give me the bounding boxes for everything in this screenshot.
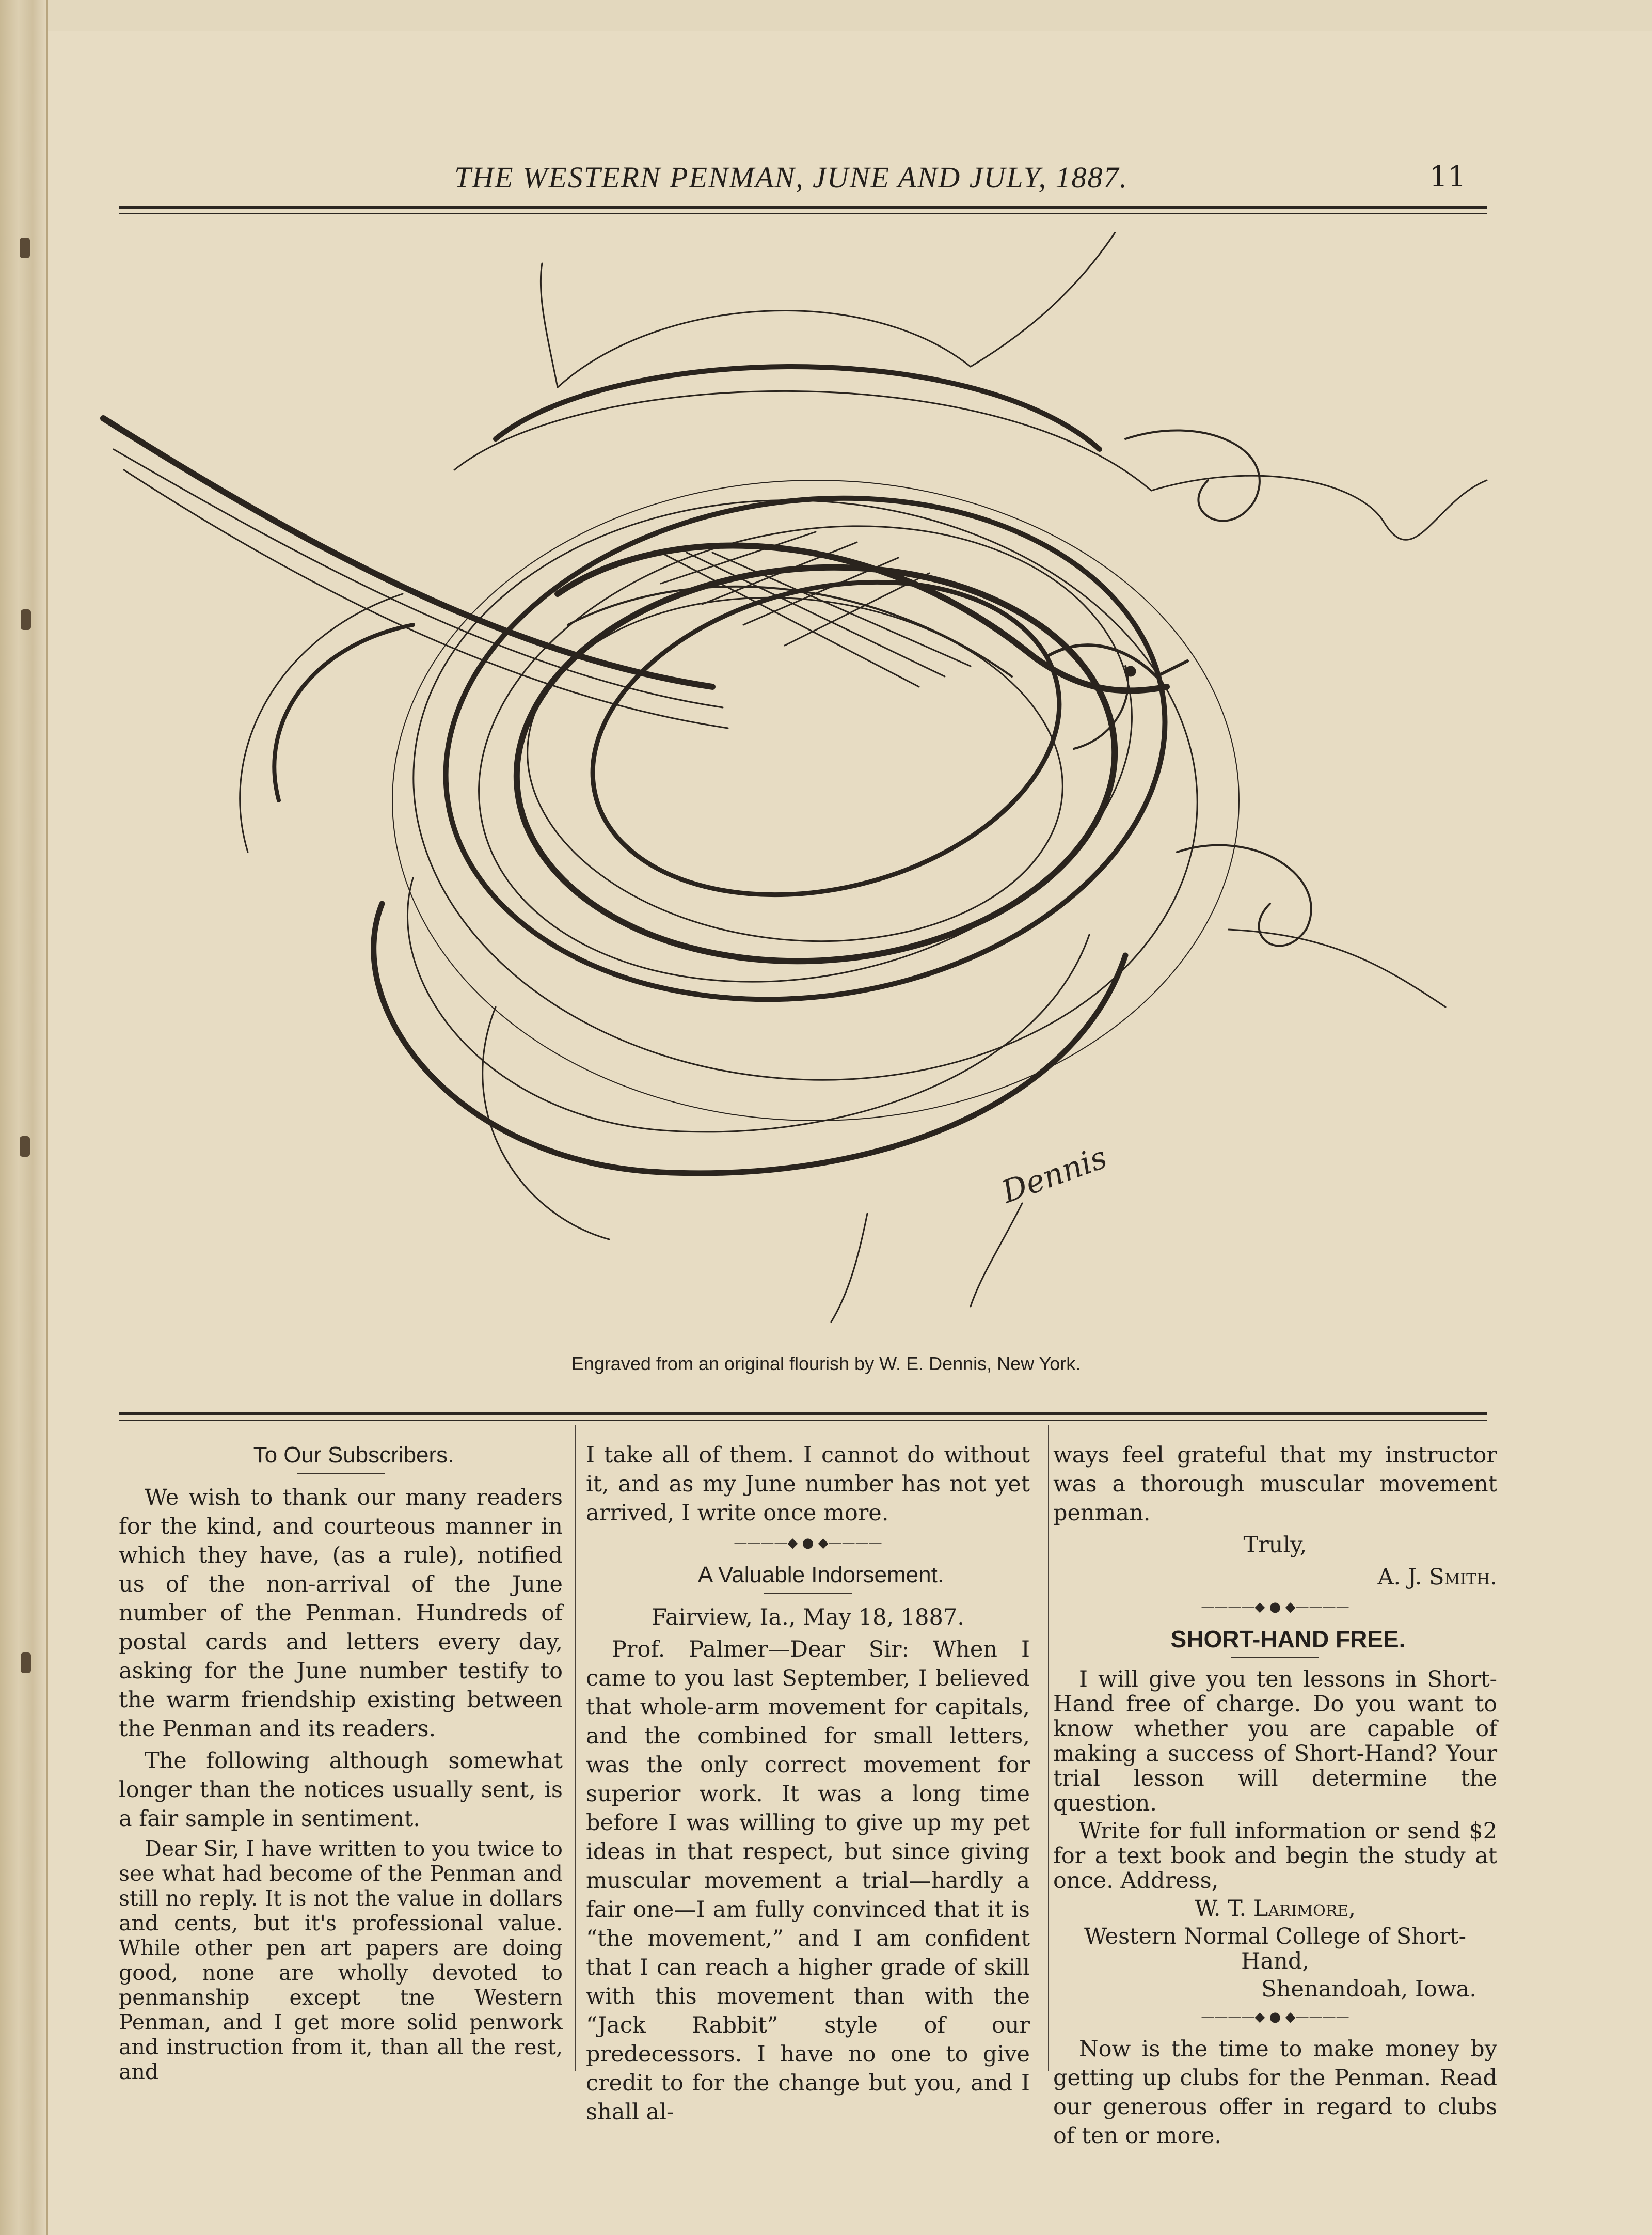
paragraph: We wish to thank our many readers for the kind, and courteous manner in which they have, (as a rule), notified us of the non-arrival of the June number of the Penman. Hundreds of postal cards and letters every day, asking for the June number testify to the warm friendship existing between the Penman and its readers. bbox=[119, 1485, 563, 1742]
paragraph: Now is the time to make money by getting up clubs for the Penman. Read our generous offer in regard to clubs of ten or more. bbox=[1053, 2036, 1497, 2149]
ornament-divider: ————◆ ● ◆———— bbox=[1201, 2009, 1349, 2025]
column-divider bbox=[1048, 1425, 1049, 2071]
letter-paragraph: Dear Sir, I have written to you twice to see what had become of the Penman and still no reply. It is not the value in dollars and cents, but it's professional value. While other pen art papers are doing good, none are wholly devoted to penmanship except tne Western Penman, and I get more solid penwork and instruction from it, than all the rest, and bbox=[119, 1836, 563, 2084]
ornament-divider: ————◆ ● ◆———— bbox=[734, 1535, 882, 1551]
bird-flourish-illustration bbox=[93, 232, 1538, 1327]
paragraph: The following although somewhat longer than the notices usually sent, is a fair sample in sentiment. bbox=[119, 1748, 563, 1832]
binding-spine bbox=[0, 0, 48, 2235]
heading-rule bbox=[297, 1473, 385, 1474]
article-heading: To Our Subscribers. bbox=[253, 1442, 454, 1468]
column-3 bbox=[1053, 1441, 1497, 2153]
letter-closing: Truly, bbox=[1243, 1532, 1307, 1558]
artist-signature: Dennis bbox=[997, 1139, 1112, 1211]
header-rule bbox=[119, 206, 1487, 209]
paragraph: ways feel grateful that my instructor was a thorough muscular movement penman. bbox=[1053, 1442, 1497, 1526]
ornament-divider: ————◆ ● ◆———— bbox=[1201, 1599, 1349, 1615]
letter-signature: A. J. Smith. bbox=[1377, 1564, 1497, 1590]
binding-staple bbox=[21, 609, 31, 630]
article-heading: A Valuable Indorsement. bbox=[697, 1562, 944, 1587]
section-rule bbox=[119, 1412, 1487, 1415]
address-name: W. T. Larimore, bbox=[1195, 1896, 1356, 1922]
heading-rule bbox=[764, 1593, 852, 1594]
binding-staple bbox=[20, 1136, 30, 1157]
paragraph: I will give you ten lessons in Short-Hand free of charge. Do you want to know whether you are capable of making a success of Short-Hand? Your trial lesson will determine the question. bbox=[1053, 1666, 1497, 1816]
binding-staple bbox=[21, 1652, 31, 1673]
paragraph: Write for full information or send $2 for a text book and begin the study at once. Address, bbox=[1053, 1818, 1497, 1894]
dateline: Fairview, Ia., May 18, 1887. bbox=[652, 1604, 964, 1630]
running-header bbox=[119, 160, 1487, 196]
address-line: Shenandoah, Iowa. bbox=[1261, 1976, 1476, 2002]
ad-heading: SHORT-HAND FREE. bbox=[1170, 1626, 1406, 1652]
column-2 bbox=[586, 1441, 1030, 2130]
section-rule-thin bbox=[119, 1420, 1487, 1421]
binding-staple bbox=[20, 238, 30, 258]
header-rule-thin bbox=[119, 213, 1487, 214]
heading-rule bbox=[1231, 1657, 1319, 1658]
illustration-caption: Engraved from an original flourish by W. E. Dennis, New York. bbox=[571, 1353, 1081, 1374]
paragraph: I take all of them. I cannot do without it, and as my June number has not yet arrived, I write once more. bbox=[586, 1442, 1030, 1526]
column-1 bbox=[119, 1441, 563, 2087]
page-number: 11 bbox=[1429, 160, 1466, 194]
page-top-edge bbox=[0, 0, 1652, 31]
column-divider bbox=[575, 1425, 576, 2071]
running-title: THE WESTERN PENMAN, JUNE AND JULY, 1887. bbox=[454, 161, 1128, 194]
paragraph: Prof. Palmer—Dear Sir: When I came to you last September, I believed that whole-arm movement for capitals, and the combined for small letters, was the only correct movement for superior work. It was a long time before I was willing to give up my pet ideas in that respect, but since giving muscular movement a trial—hardly a fair one—I am fully convinced that it is “the movement,” and I am confident that I can reach a higher grade of skill with this movement than with the “Jack Rabbit” style of our predecessors. I have no one to give credit to for the change but you, and I shall al- bbox=[586, 1636, 1030, 2125]
address-line: Western Normal College of Short-Hand, bbox=[1084, 1924, 1466, 1974]
